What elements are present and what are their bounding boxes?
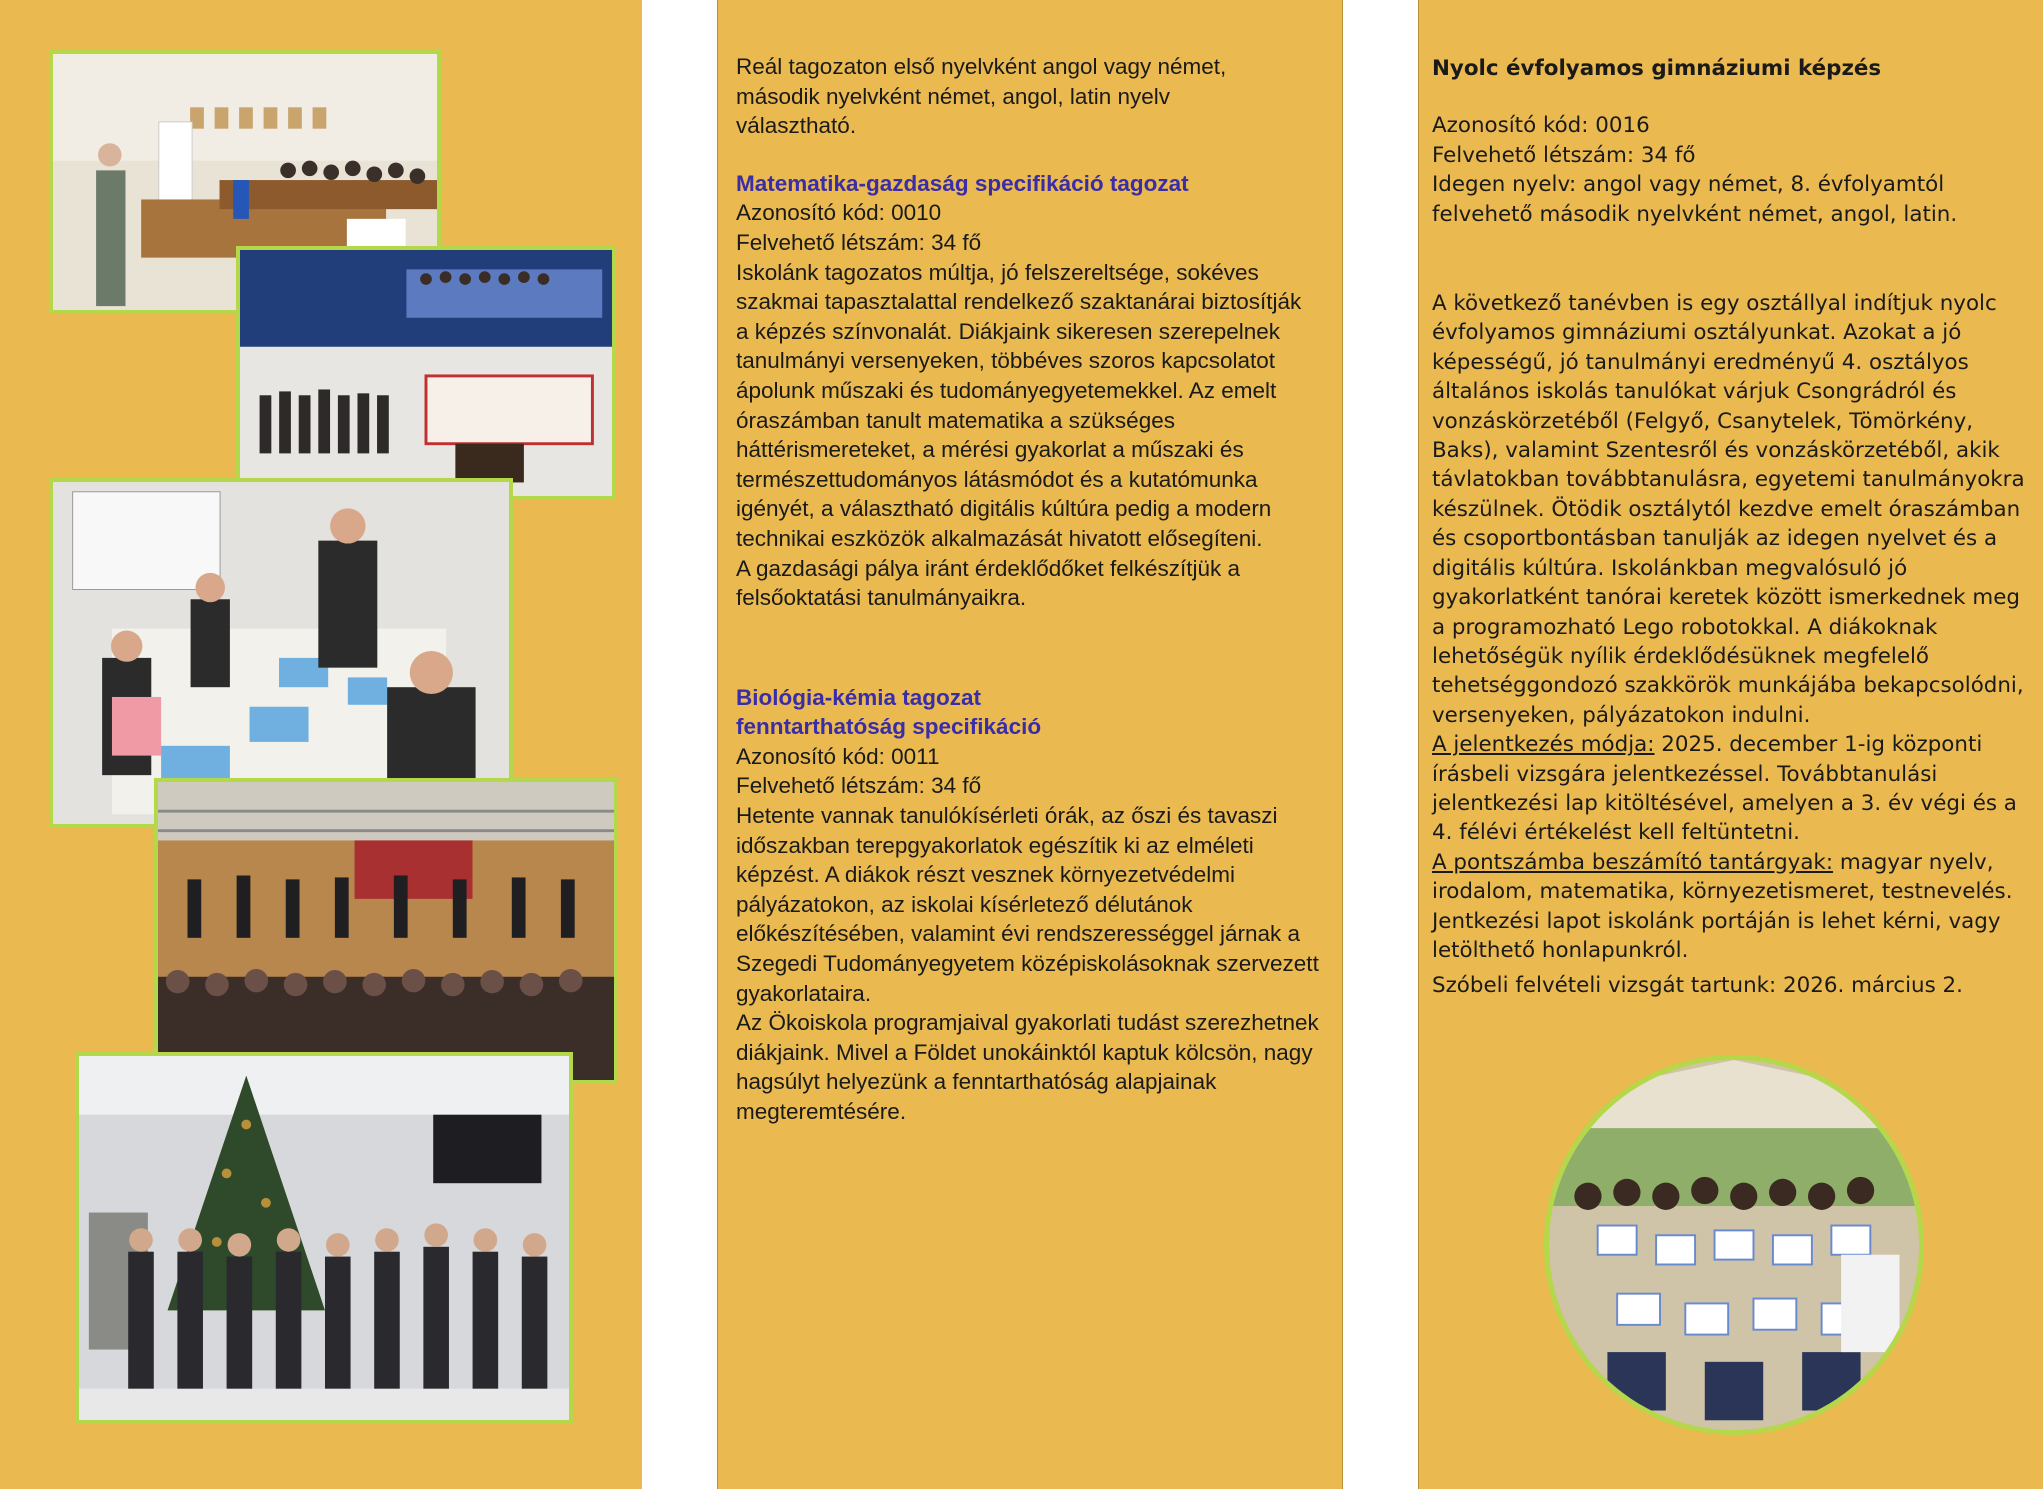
christmas-group-image bbox=[79, 1056, 569, 1420]
reál-intro-text: Reál tagozaton első nyelvként angol vagy német, második nyelvként német, angol, latin nyelv választható. bbox=[736, 54, 1227, 139]
application-label: A jelentkezés módja: bbox=[1432, 732, 1655, 758]
eight-year-body: A következő tanévben is egy osztállyal indítjuk nyolc évfolyamos gimnáziumi osztályunkat. Azokat a jó képességű, jó tanulmányi eredményű 4. osztályos általános iskolás tanulókat várjuk Csongrádról és vonzáskörzetéből (Felgyő, Csanytelek, Tömörkény, Baks), valamint Szentesről és vonzáskörzetéből, akik távlatokban továbbtanulásra, egyetemi tanulmányokra készülnek. Ötödik osztálytól kezdve emelt óraszámban és csoportbontásban tanulják az idegen nyelvet és a digitális kúltúra. Iskolánkban megvalósuló jó gyakorlatként tanórai keretek között ismerkednek meg a programozható Lego robotokkal. A diákoknak lehetőségük nyílik érdeklődésüknek megfelelő tehetséggondozó szakkörök munkájába bekapcsolódni, versenyeken, pályázatokon indulni. bbox=[1432, 291, 2025, 728]
eight-year-code: Azonosító kód: 0016 bbox=[1432, 113, 1650, 139]
application-text: 2025. december 1-ig központi írásbeli vizsgára jelentkezéssel. Továbbtanulási jelentkezési lap kitöltésével, amelyen a 3. év végi és a 4. félévi értékelést kell feltüntetni. bbox=[1432, 732, 2017, 846]
subjects-text: magyar nyelv, irodalom, matematika, környezetismeret, testnevelés. Jentkezési lapot iskolánk portáján is lehet kérni, vagy letölthető honlapunkról. bbox=[1432, 849, 2013, 963]
application-paragraph bbox=[1432, 730, 2032, 848]
math-closing: A gazdasági pálya iránt érdeklődőket felkészítjük a felsőoktatási tanulmányaikra. bbox=[736, 555, 1241, 611]
bio-closing: Az Ökoiskola programjaival gyakorlati tudást szerezhetnek diákjaink. Mivel a Földet unokáinktól kaptuk kölcsön, nagy hagsúlyt helyezünk a fenntarthatóság alapjainak megteremtésére. bbox=[736, 1010, 1319, 1124]
photo-gym-dance bbox=[154, 778, 618, 1084]
bio-body: Hetente vannak tanulókísérleti órák, az őszi és tavaszi időszakban terepgyakorlatok egészítik ki az elméleti képzést. A diákok részt vesznek környezetvédelmi pályázatokon, az iskolai kísérletező délutánok előkészítésében, valamint évi rendszerességgel járnak a Szegedi Tudományegyetem középiskolásoknak szervezett gyakorlataira. bbox=[736, 803, 1319, 1006]
photo-school-event-hall bbox=[236, 246, 616, 500]
bio-capacity: Felvehető létszám: 34 fő bbox=[736, 773, 982, 799]
middle-column bbox=[736, 52, 1336, 1127]
gym-dance-image bbox=[158, 782, 614, 1080]
photo-students-certificates bbox=[1544, 1055, 1924, 1435]
school-event-hall-image bbox=[240, 250, 612, 496]
oral-exam-text: Szóbeli felvételi vizsgát tartunk: 2026. március 2. bbox=[1432, 973, 1963, 999]
math-code: Azonosító kód: 0010 bbox=[736, 200, 942, 226]
math-body: Iskolánk tagozatos múltja, jó felszereltsége, sokéves szakmai tapasztalattal rendelkező szaktanárai biztosítják a képzés színvonalát. Diákjaink sikeresen szerepelnek tanulmányi versenyeken, többéves szoros kapcsolatot ápolunk műszaki és tudományegyetemekkel. Az emelt óraszámban tanult matematika a szükséges háttérismereteket, a mérési gyakorlat a műszaki és természettudományos látásmódot és a kutatómunka igényét, a választható digitális kúltúra pedig a modern technikai eszközök alkalmazását hivatott elősegíteni. bbox=[736, 259, 1302, 551]
math-economics-heading: Matematika-gazdaság specifikáció tagozat bbox=[736, 170, 1189, 196]
bio-chem-heading-line2: fenntarthatóság specifikáció bbox=[736, 714, 1042, 740]
right-column bbox=[1432, 54, 2032, 1001]
robotics-class-image bbox=[53, 482, 509, 824]
math-capacity: Felvehető létszám: 34 fő bbox=[736, 229, 982, 255]
eight-year-heading: Nyolc évfolyamos gimnáziumi képzés bbox=[1432, 56, 1882, 81]
subjects-paragraph bbox=[1432, 848, 2032, 966]
bio-chem-heading-line1: Biológia-kémia tagozat bbox=[736, 684, 982, 710]
eight-year-capacity: Felvehető létszám: 34 fő bbox=[1432, 142, 1696, 168]
students-certificates-image bbox=[1549, 1060, 1919, 1430]
bio-code: Azonosító kód: 0011 bbox=[736, 743, 940, 769]
photo-robotics-class bbox=[49, 478, 513, 828]
photo-christmas-tree-group bbox=[75, 1052, 573, 1424]
subjects-label: A pontszámba beszámító tantárgyak: bbox=[1432, 849, 1834, 875]
eight-year-languages: Idegen nyelv: angol vagy német, 8. évfolyamtól felvehető második nyelvként német, angol, latin. bbox=[1432, 172, 1958, 227]
